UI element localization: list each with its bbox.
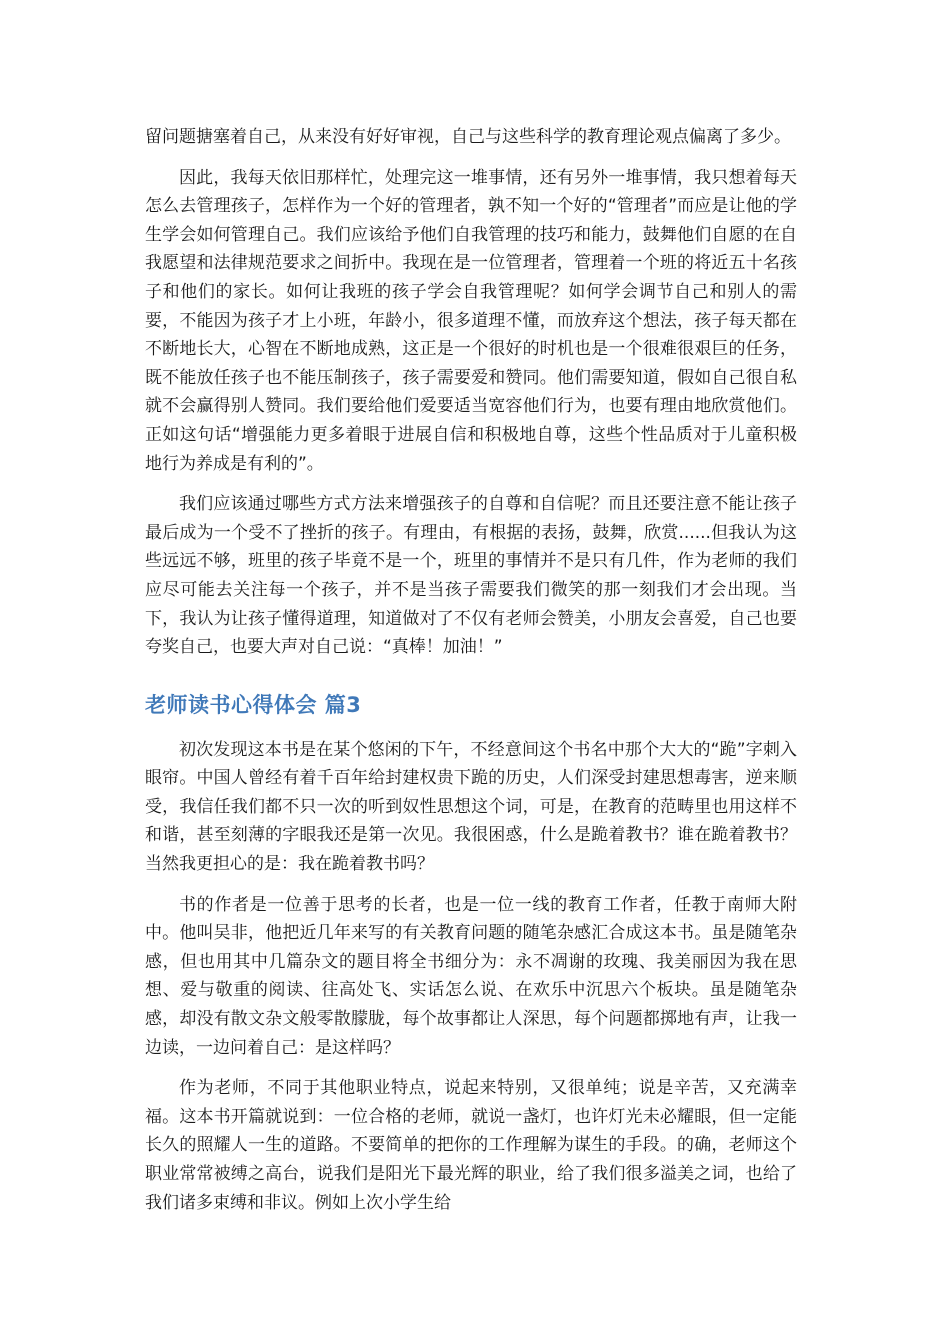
body-paragraph: 书的作者是一位善于思考的长者，也是一位一线的教育工作者，任教于南师大附中。他叫吴非，他把近几年来写的有关教育问题的随笔杂感汇合成这本书。虽是随笔杂感，但也用其中几篇杂文的题目将全书细分为：永不凋谢的玫瑰、我美丽因为我在思想、爱与敬重的阅读、往高处飞、实话怎么说、在欢乐中沉思六个板块。虽是随笔杂感，却没有散文杂文般零散朦胧，每个故事都让人深思，每个问题都掷地有声，让我一边读，一边问着自己：是这样吗？ bbox=[145, 894, 797, 1058]
body-paragraph: 初次发现这本书是在某个悠闲的下午，不经意间这个书名中那个大大的“跪”字刺入眼帘。中国人曾经有着千百年给封建权贵下跪的历史，人们深受封建思想毒害，逆来顺受，我信任我们都不只一次的听到奴性思想这个词，可是，在教育的范畴里也用这样不和谐，甚至刻薄的字眼我还是第一次见。我很困惑，什么是跪着教书？谁在跪着教书？当然我更担心的是：我在跪着教书吗？ bbox=[145, 739, 797, 875]
body-paragraph: 我们应该通过哪些方式方法来增强孩子的自尊和自信呢？而且还要注意不能让孩子最后成为一个受不了挫折的孩子。有理由，有根据的表扬，鼓舞，欣赏......但我认为这些远远不够，班里的孩子毕竟不是一个，班里的事情并不是只有几件，作为老师的我们应尽可能去关注每一个孩子，并不是当孩子需要我们微笑的那一刻我们才会出现。当下，我认为让孩子懂得道理，知道做对了不仅有老师会赞美，小朋友会喜爱，自己也要夸奖自己，也要大声对自己说：“真棒！加油！” bbox=[145, 494, 797, 658]
body-paragraph: 因此，我每天依旧那样忙，处理完这一堆事情，还有另外一堆事情，我只想着每天怎么去管理孩子，怎样作为一个好的管理者，孰不知一个好的“管理者”而应是让他的学生学会如何管理自己。我们应该给予他们自我管理的技巧和能力，鼓舞他们自愿的在自我愿望和法律规范要求之间折中。我现在是一位管理者，管理着一个班的将近五十名孩子和他们的家长。如何让我班的孩子学会自我管理呢？如何学会调节自己和别人的需要，不能因为孩子才上小班，年龄小，很多道理不懂，而放弃这个想法，孩子每天都在不断地长大，心智在不断地成熟，这正是一个很好的时机也是一个很难很艰巨的任务，既不能放任孩子也不能压制孩子，孩子需要爱和赞同。他们需要知道，假如自己很自私就不会赢得别人赞同。我们要给他们爱要适当宽容他们行为，也要有理由地欣赏他们。正如这句话“增强能力更多着眼于进展自信和积极地自尊，这些个性品质对于儿童积极地行为养成是有利的”。 bbox=[145, 167, 797, 474]
section-heading: 老师读书心得体会 篇3 bbox=[145, 692, 362, 717]
body-paragraph: 作为老师，不同于其他职业特点，说起来特别，又很单纯；说是辛苦，又充满幸福。这本书开篇就说到：一位合格的老师，就说一盏灯，也许灯光未必耀眼，但一定能长久的照耀人一生的道路。不要简单的把你的工作理解为谋生的手段。的确，老师这个职业常常被缚之高台，说我们是阳光下最光辉的职业，给了我们很多溢美之词，也给了我们诸多束缚和非议。例如上次小学生给 bbox=[145, 1078, 797, 1213]
body-paragraph-continued: 留问题搪塞着自己，从来没有好好审视，自己与这些科学的教育理论观点偏离了多少。 bbox=[145, 127, 791, 147]
document-page bbox=[145, 123, 797, 1229]
